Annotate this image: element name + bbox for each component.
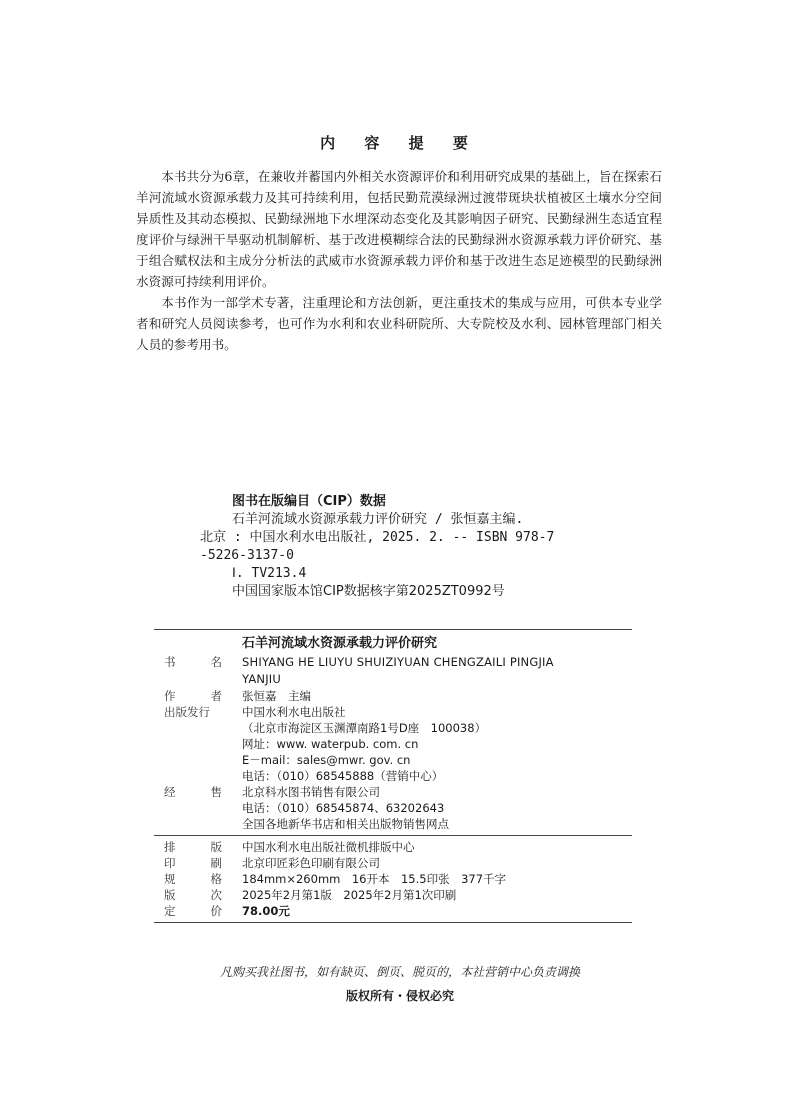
summary-title: 内 容 提 要 [320,134,480,152]
label-char: 版 [210,840,222,854]
author: 张恒嘉 主编 [242,689,311,703]
label-char: 作 [164,689,176,703]
publisher-website: 网址：www. waterpub. com. cn [242,737,419,751]
row-distributor-network [154,816,632,832]
publisher-email: E－mail：sales@mwr. gov. cn [242,753,411,767]
typeset: 中国水利水电出版社微机排版中心 [242,840,415,854]
label-empty [154,671,232,688]
label-char: 售 [210,785,222,799]
book-title-pinyin: SHIYANG HE LIUYU SHUIZIYUAN CHENGZAILI PINGJIA [242,655,554,669]
label-empty [154,752,232,768]
publisher-address: （北京市海淀区玉渊潭南路1号D座 100038） [242,721,487,735]
distributor-network: 全国各地新华书店和相关出版物销售网点 [242,817,449,831]
label-title [154,634,232,654]
printer: 北京印匠彩色印刷有限公司 [242,856,380,870]
cip-line: 中国国家版本馆CIP数据核字第2025ZT0992号 [232,584,505,599]
label-char: 价 [210,904,222,918]
cip-line: -5226-3137-0 [200,548,294,563]
row-edition [154,887,632,903]
label-empty [154,768,232,784]
distributor: 北京科水图书销售有限公司 [242,785,380,799]
cip-heading: 图书在版编目（CIP）数据 [232,494,386,509]
row-pinyin [154,654,632,671]
row-price [154,903,632,919]
summary-body [136,166,662,355]
publication-section [154,630,632,835]
label-char: 名 [210,655,222,669]
row-spec [154,871,632,887]
row-typeset [154,839,632,855]
distributor-phone: 电话：（010）68545874、63202643 [242,801,445,815]
publisher: 中国水利水电出版社 [242,705,346,719]
row-title [154,634,632,654]
label-empty [154,736,232,752]
row-website [154,736,632,752]
label-char: 规 [164,872,176,886]
row-pinyin-2 [154,671,632,688]
label-empty [154,800,232,816]
label-char: 定 [164,904,176,918]
label-char: 经 [164,785,176,799]
production-section [154,835,632,922]
book-title-pinyin-2: YANJIU [242,672,282,686]
spec: 184mm×260mm 16开本 15.5印张 377千字 [242,872,507,886]
label-char: 排 [164,840,176,854]
cip-line: 石羊河流域水资源承载力评价研究 / 张恒嘉主编. [232,512,524,527]
label-empty [154,720,232,736]
summary-paragraph: 本书共分为6章，在兼收并蓄国内外相关水资源评价和利用研究成果的基础上，旨在探索石羊河流域水资源承载力及其可持续利用，包括民勤荒漠绿洲过渡带斑块状植被区土壤水分空间异质性及其动态模拟、民勤绿洲地下水埋深动态变化及其影响因子研究、民勤绿洲生态适宜程度评价与绿洲干旱驱动机制解析、基于改进模糊综合法的民勤绿洲水资源承载力评价研究、基于组合赋权法和主成分分析法的武威市水资源承载力评价和基于改进生态足迹模型的民勤绿洲水资源可持续利用评价。 [136,169,662,289]
label-empty [154,816,232,832]
label-spec [154,871,232,887]
row-phone [154,768,632,784]
label-char: 印 [164,856,176,870]
label-char: 刷 [210,856,222,870]
summary-paragraph: 本书作为一部学术专著，注重理论和方法创新，更注重技术的集成与应用，可供本专业学者和研究人员阅读参考，也可作为水利和农业科研院所、大专院校及水利、园林管理部门相关人员的参考用书。 [136,295,662,352]
edition: 2025年2月第1版 2025年2月第1次印刷 [242,888,457,902]
label-publisher [154,704,232,720]
label-char: 版 [164,888,176,902]
label-print [154,855,232,871]
label-price [154,903,232,919]
label-typeset [154,839,232,855]
label-distributor [154,784,232,800]
book-title: 石羊河流域水资源承载力评价研究 [242,636,438,651]
replacement-notice: 凡购买我社图书，如有缺页、倒页、脱页的，本社营销中心负责调换 [219,965,580,979]
label-edition [154,887,232,903]
label-char: 次 [210,888,222,902]
row-publisher [154,704,632,720]
publication-info-table [154,629,632,923]
price: 78.00元 [242,904,290,918]
label-author [154,688,232,704]
row-email [154,752,632,768]
copyright-notice: 版权所有・侵权必究 [345,989,454,1003]
cip-line: 北京 : 中国水利水电出版社, 2025. 2. -- ISBN 978-7 [200,530,555,545]
row-distributor-phone [154,800,632,816]
row-print [154,855,632,871]
label-title-name [154,654,232,671]
label-char: 书 [164,655,176,669]
cip-block [200,493,620,601]
cip-line: Ⅰ. TV213.4 [232,566,307,581]
row-address [154,720,632,736]
row-distributor [154,784,632,800]
label-char: 者 [210,689,222,703]
label-char: 出版发行 [164,705,210,719]
publisher-phone: 电话：（010）68545888（营销中心） [242,769,444,783]
row-author [154,688,632,704]
label-char: 格 [210,872,222,886]
